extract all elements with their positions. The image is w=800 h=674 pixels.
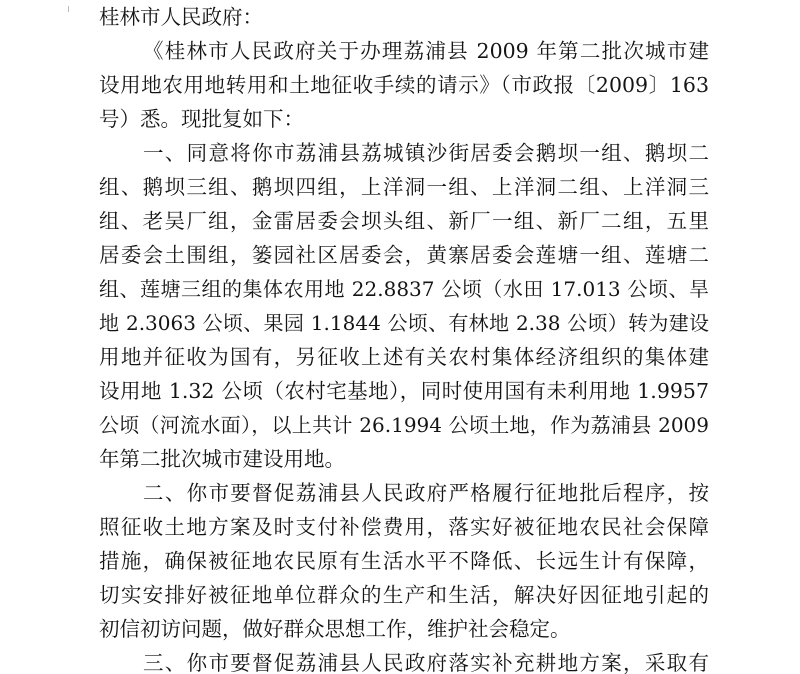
text-line-12: 公顷（河流水面），以上共计 26.1994 公顷土地，作为荔浦县 2009 — [99, 413, 709, 437]
text-line-19: 三、你市要督促荔浦县人民政府落实补充耕地方案，采取有 — [143, 651, 709, 674]
text-line-1: 《桂林市人民政府关于办理荔浦县 2009 年第二批次城市建 — [143, 39, 709, 63]
text-line-9: 地 2.3063 公顷、果园 1.1844 公顷、有林地 2.38 公顷）转为建设 — [99, 311, 709, 335]
text-line-13: 年第二批次城市建设用地。 — [99, 447, 345, 471]
text-line-8: 组、莲塘三组的集体农用地 22.8837 公顷（水田 17.013 公顷、旱 — [99, 277, 709, 301]
text-line-7: 居委会土围组，篓园社区居委会，黄寨居委会莲塘一组、莲塘二 — [99, 243, 709, 267]
text-line-15: 照征收土地方案及时支付补偿费用，落实好被征地农民社会保障 — [99, 515, 709, 539]
text-line-11: 设用地 1.32 公顷（农村宅基地），同时使用国有未利用地 1.9957 — [99, 379, 709, 403]
salutation: 桂林市人民政府： — [99, 5, 263, 29]
text-line-4: 一、同意将你市荔浦县荔城镇沙街居委会鹅坝一组、鹅坝二 — [143, 141, 709, 165]
text-line-10: 用地并征收为国有，另征收上述有关农村集体经济组织的集体建 — [99, 345, 709, 369]
text-line-14: 二、你市要督促荔浦县人民政府严格履行征地批后程序，按 — [143, 481, 709, 505]
text-line-18: 初信初访问题，做好群众思想工作，维护社会稳定。 — [99, 617, 571, 641]
text-line-5: 组、鹅坝三组、鹅坝四组，上洋洞一组、上洋洞二组、上洋洞三 — [99, 175, 709, 199]
text-line-16: 措施，确保被征地农民原有生活水平不降低、长远生计有保障， — [99, 549, 709, 573]
text-line-17: 切实安排好被征地单位群众的生产和生活，解决好因征地引起的 — [99, 583, 709, 607]
text-line-3: 号）悉。现批复如下： — [99, 107, 304, 131]
text-line-2: 设用地农用地转用和土地征收手续的请示》（市政报〔2009〕163 — [99, 73, 709, 97]
text-line-6: 组、老吴厂组，金雷居委会坝头组、新厂一组、新厂二组，五里 — [99, 209, 709, 233]
scan-mark — [68, 6, 69, 12]
